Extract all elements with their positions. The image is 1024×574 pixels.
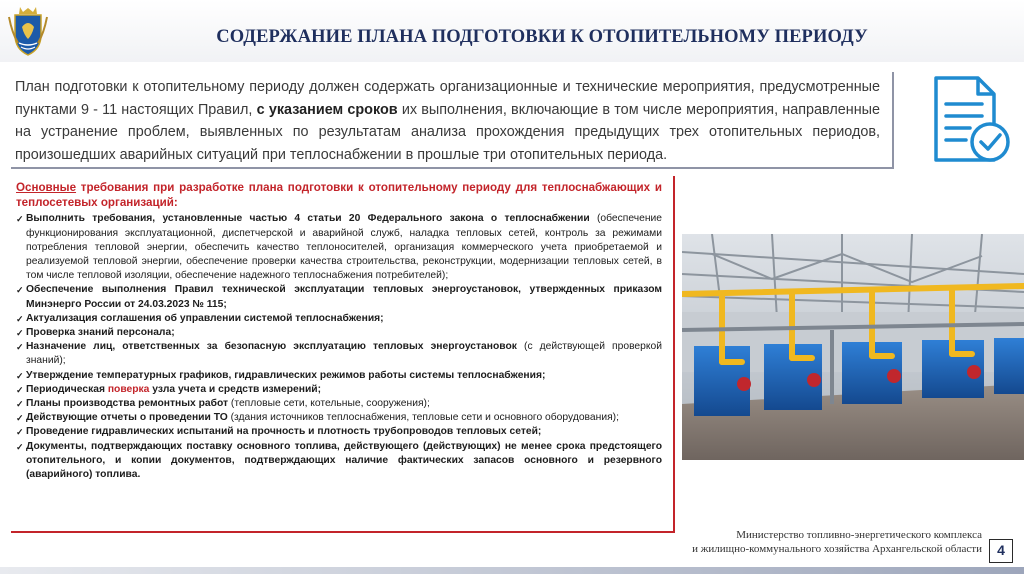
list-item (16, 411, 662, 425)
coat-of-arms-icon (6, 5, 50, 57)
list-item (16, 425, 662, 439)
intro-text-2: их выполнения, включающие в том числе мероприятия, направленные на устранение проблем, выявленных по результатам анализа прохождения предыдущих трех отопительных периодов, произошедших аварийных ситуаций при теплоснабжении в прошлые три отопительных периода. (15, 101, 880, 163)
item-text: (тепловые сети, котельные, сооружения); (228, 398, 430, 410)
item-bold: Периодическая (26, 383, 108, 395)
requirements-title-rest: требования при разработке плана подготовки к отопительному периоду для теплоснабжающих и теплосетевых организаций: (16, 181, 662, 210)
item-bold: Выполнить требования, установленные частью 4 статьи 20 Федерального закона о теплоснабжении (26, 213, 590, 225)
item-bold: Обеспечение выполнения Правил технической эксплуатации тепловых энергоустановок, утвержденных приказом Минэнерго России от 24.03.2023 № 115; (26, 284, 662, 310)
intro-paragraph (15, 76, 880, 166)
intro-bold-deadlines: с указанием сроков (256, 101, 398, 118)
list-item (16, 312, 662, 326)
document-check-icon (930, 74, 1012, 168)
list-item (16, 369, 662, 383)
page-title: СОДЕРЖАНИЕ ПЛАНА ПОДГОТОВКИ К ОТОПИТЕЛЬНОМУ ПЕРИОДУ (216, 27, 868, 47)
item-bold: Проведение гидравлических испытаний на прочность и плотность трубопроводов тепловых сетей; (26, 426, 542, 438)
list-item (16, 212, 662, 283)
item-bold: Назначение лиц, ответственных за безопасную эксплуатацию тепловых энергоустановок (26, 341, 517, 353)
footer-ministry (640, 528, 982, 556)
boiler-room-photo (682, 234, 1024, 460)
footer-line-2: и жилищно-коммунального хозяйства Архангельской области (692, 543, 982, 555)
item-bold: Проверка знаний персонала; (26, 327, 175, 339)
list-item (16, 340, 662, 368)
item-bold: узла учета и средств измерений; (149, 383, 322, 395)
header (0, 0, 1024, 72)
list-item (16, 383, 662, 397)
item-bold: Утверждение температурных графиков, гидравлических режимов работы системы теплоснабжения; (26, 369, 546, 381)
requirements-title (16, 180, 662, 210)
page-number: 4 (989, 539, 1013, 563)
item-text: (обеспечение функционирования эксплуатационной, диспетчерской и аварийной служб, наладка тепловых сетей, контроль за режимами потребления тепловой энергии, обеспечить качество теплоносителей, организация коммерческого учета приобретаемой и реализуемой тепловой энергии, обеспечение проверки качества строительства, реконструкции, модернизации тепловых сетей, в том числе тепловой изоляции, обеспечение надежного теплоснабжения потребителей); (26, 213, 662, 282)
item-bold: Актуализация соглашения об управлении системой теплоснабжения; (26, 312, 384, 324)
item-text: (с действующей проверкой знаний); (26, 341, 662, 367)
list-item (16, 440, 662, 483)
intro-text-1: План подготовки к отопительному периоду должен содержать организационные и технические мероприятия, предусмотренные пунктами 9 - 11 настоящих Правил, (15, 79, 880, 118)
item-bold-red: поверка (107, 383, 150, 395)
bottom-bar (0, 567, 1024, 574)
requirements-list (16, 212, 662, 482)
list-item (16, 283, 662, 311)
item-bold: Планы производства ремонтных работ (26, 398, 229, 410)
item-text: (здания источников теплоснабжения, тепловые сети и основного оборудования); (227, 412, 619, 424)
requirements-title-underlined: Основные (16, 181, 77, 194)
requirements-section (16, 180, 662, 482)
item-bold: Действующие отчеты о проведении ТО (26, 412, 228, 424)
list-item (16, 326, 662, 340)
footer-line-1: Министерство топливно-энергетического комплекса (736, 529, 982, 541)
item-bold: Документы, подтверждающих поставку основного топлива, действующего (действующих) не менее срока предстоящего отопительного, и копии документов, подтверждающих наличие фактических запасов основного и резервного (аварийного) топлива. (26, 440, 662, 481)
list-item (16, 397, 662, 411)
